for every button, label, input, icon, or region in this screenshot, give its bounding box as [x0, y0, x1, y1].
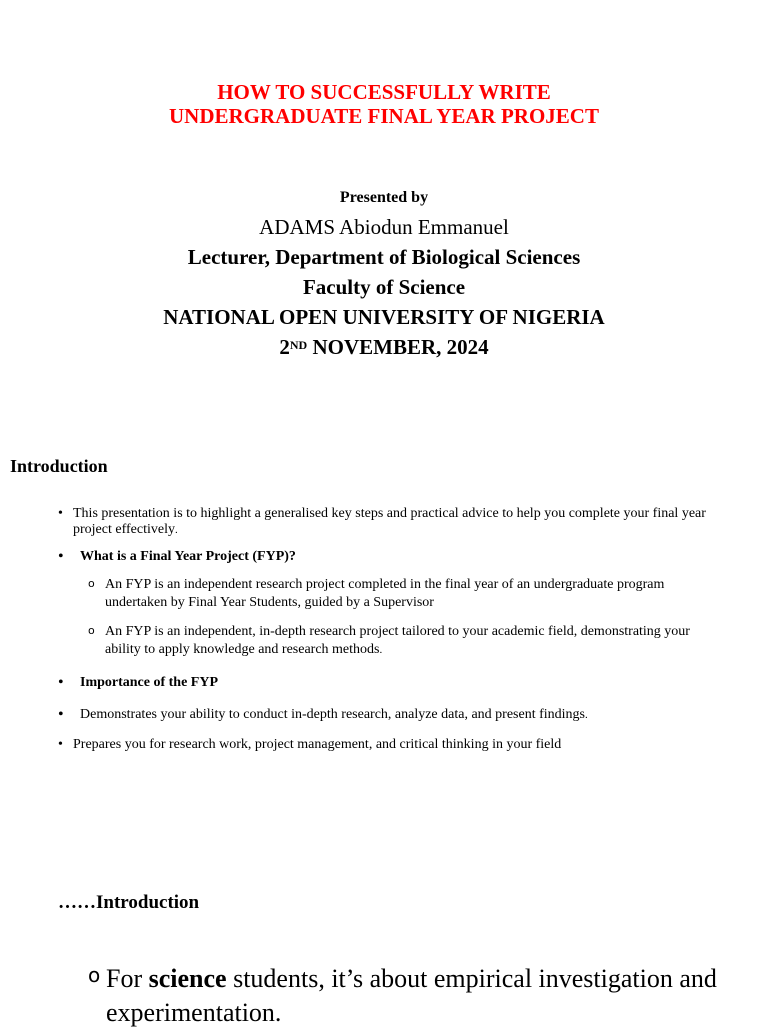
list-item-sub-container [58, 576, 718, 659]
bullet-icon: • [58, 548, 64, 565]
list-item [58, 737, 718, 753]
presenter-university: NATIONAL OPEN UNIVERSITY OF NIGERIA [163, 305, 605, 329]
title-line-1: HOW TO SUCCESSFULLY WRITE [217, 80, 551, 104]
list-item [58, 707, 718, 723]
list-item-text: This presentation is to highlight a generalised key steps and practical advice to help you complete your final year project effectively [73, 506, 706, 537]
presenter-block [0, 186, 768, 362]
bullet-icon: • [58, 737, 63, 752]
list-item-trail: . [585, 709, 588, 721]
presented-by-label: Presented by [339, 189, 429, 206]
list-item-trail: . [174, 524, 178, 536]
introduction-slide [0, 440, 768, 800]
bullet-icon: • [58, 674, 64, 691]
bullet-icon: • [58, 706, 64, 723]
list-item-text: What is a Final Year Project (FYP)? [80, 549, 296, 564]
list-item [58, 506, 718, 538]
sub-list-item-trail: . [379, 644, 383, 656]
list-item-text: Importance of the FYP [80, 675, 219, 690]
list-item-emphasis: science [148, 964, 227, 993]
presentation-date [0, 332, 768, 362]
cont-bullet-list [88, 962, 748, 1030]
list-item-pre: For [106, 964, 149, 993]
bullet-icon: • [58, 506, 63, 521]
introduction-continued-slide [0, 880, 768, 1027]
presenter-name: ADAMS Abiodun Emmanuel [259, 215, 509, 239]
presenter-faculty: Faculty of Science [302, 275, 466, 299]
list-item [88, 962, 748, 1030]
list-item-text: Demonstrates your ability to conduct in-depth research, analyze data, and present findings [80, 707, 585, 722]
sub-bullet-icon: o [88, 624, 95, 637]
list-item-text: Prepares you for research work, project management, and critical thinking in your field [73, 737, 562, 752]
sub-list-item-text: An FYP is an independent research project completed in the final year of an undergraduate program undertaken by Final Year Students, guided by a Supervisor [105, 577, 665, 610]
presentation-title [0, 80, 768, 128]
sub-list-item [58, 623, 718, 659]
sub-bullet-icon: o [88, 577, 95, 590]
presenter-position: Lecturer, Department of Biological Sciences [187, 245, 581, 269]
title-slide [0, 0, 768, 420]
list-item [58, 675, 718, 691]
date-rest: NOVEMBER, 2024 [307, 335, 489, 359]
intro-bullet-list [58, 506, 718, 753]
list-item [58, 549, 718, 565]
list-item-post: students, it’s about empirical investigation and experimentation. [106, 964, 717, 1027]
sub-bullet-list [58, 576, 718, 659]
sub-bullet-icon: o [88, 963, 101, 987]
slide-heading: ……Introduction [58, 892, 200, 913]
title-line-2: UNDERGRADUATE FINAL YEAR PROJECT [169, 104, 599, 128]
sub-list-item [58, 576, 718, 612]
date-day: 2 [279, 335, 290, 359]
slide-heading: Introduction [10, 456, 108, 476]
date-suffix: ND [289, 338, 308, 352]
sub-list-item-text: An FYP is an independent, in-depth research project tailored to your academic field, demonstrating your ability to apply knowledge and research methods [105, 624, 690, 657]
